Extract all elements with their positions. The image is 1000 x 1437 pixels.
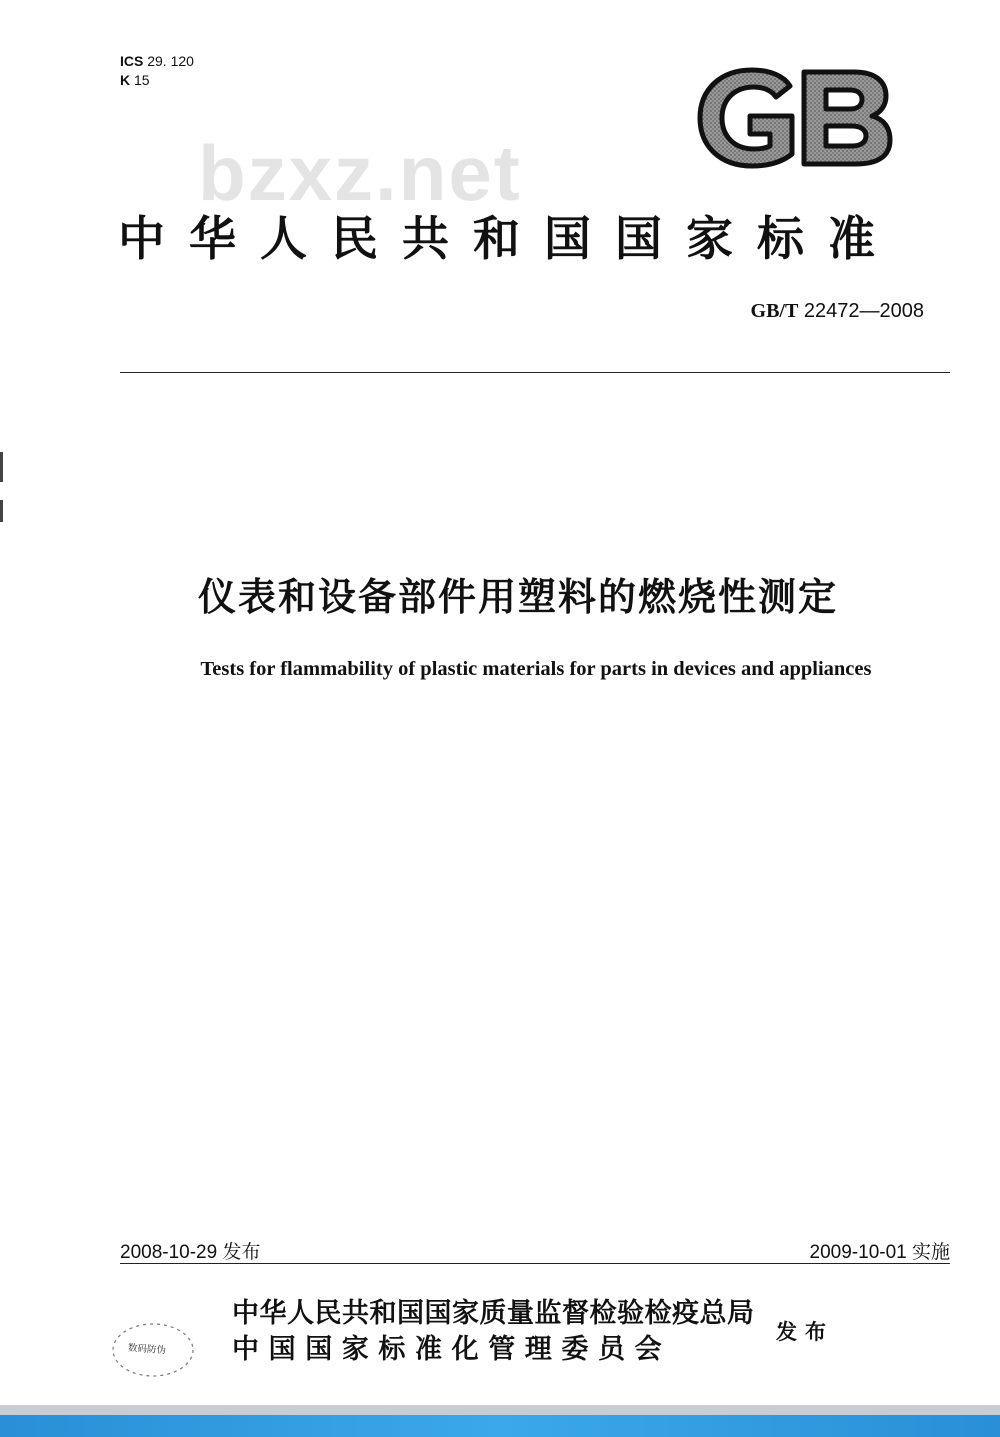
ics-label: ICS: [120, 53, 144, 69]
bottom-band-blue: [0, 1415, 1000, 1437]
document-title-chinese: 仪表和设备部件用塑料的燃烧性测定: [197, 575, 838, 619]
publisher-sac: 中国国家标准化管理委员会: [232, 1334, 672, 1365]
watermark: bzxz.net: [198, 129, 522, 217]
gb-logo-icon: [694, 66, 894, 170]
publisher-aqsiq: 中华人民共和国国家质量监督检验检疫总局: [232, 1298, 755, 1329]
standard-code-number: 22472—2008: [803, 300, 924, 322]
bottom-divider: [120, 1263, 950, 1264]
classification-codes: [120, 52, 194, 90]
implementation-date: 2009-10-01 实施: [809, 1242, 950, 1263]
standard-code: [751, 300, 924, 323]
standard-code-prefix: GB/T: [750, 300, 799, 322]
document-title-english: Tests for flammability of plastic materials for parts in devices and appliances: [200, 658, 872, 680]
edge-mark: [0, 452, 3, 482]
seal-text: 数码防伪: [127, 1342, 167, 1357]
ics-code-line: [120, 52, 194, 71]
ics-code: 29. 120: [147, 53, 194, 69]
issue-date: 2008-10-29 发布: [120, 1242, 261, 1263]
publishing-authorities: [232, 1296, 755, 1368]
ccs-label: K: [120, 72, 131, 88]
bottom-band: [0, 1405, 1000, 1437]
publish-label: 发布: [776, 1319, 834, 1344]
edge-mark: [0, 500, 3, 522]
ccs-code-line: [120, 71, 194, 90]
standard-type-heading: 中华人民共和国国家标准: [118, 212, 899, 267]
ccs-code: 15: [134, 72, 150, 88]
top-divider: [120, 372, 950, 373]
bottom-band-grey: [0, 1405, 1000, 1415]
date-row: [120, 1237, 950, 1263]
